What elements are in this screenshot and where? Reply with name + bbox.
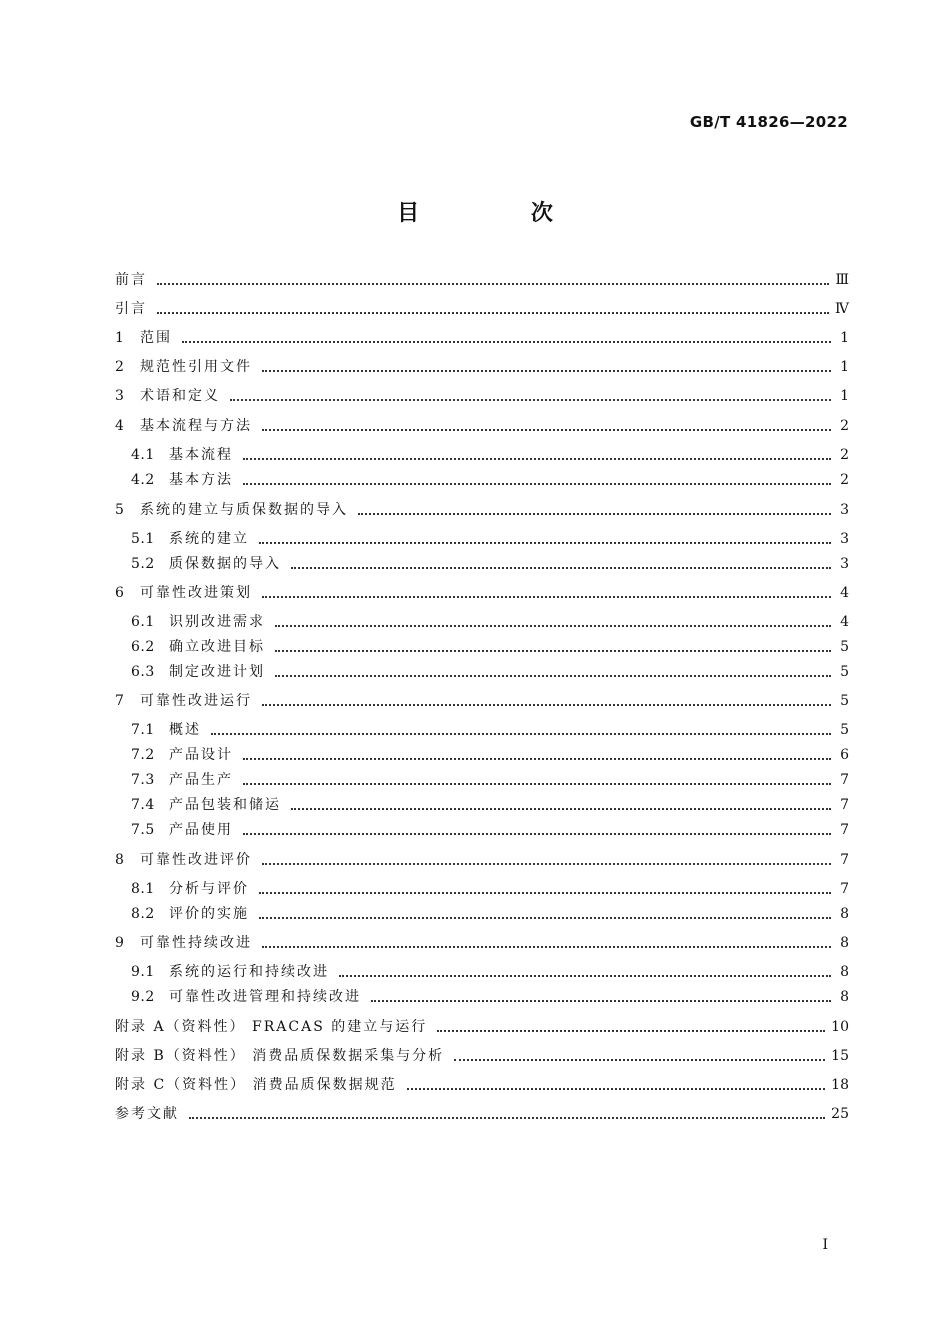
toc-entry-title: 质保数据的导入	[169, 556, 281, 572]
toc-leader-dots	[157, 273, 829, 285]
toc-entry-title: 产品设计	[169, 747, 233, 763]
toc-entry-title: 概述	[169, 722, 201, 738]
toc-entry[interactable]	[115, 583, 849, 603]
toc-entry-title: 前言	[115, 272, 147, 288]
toc-entry[interactable]	[115, 662, 849, 682]
toc-entry-page: 3	[840, 502, 849, 518]
toc-entry-page: 8	[840, 964, 849, 980]
toc-entry-number: 9.2	[131, 989, 155, 1005]
toc-entry-number: 9.1	[131, 964, 155, 980]
toc-entry[interactable]	[115, 820, 849, 840]
toc-entry[interactable]	[115, 470, 849, 490]
toc-leader-dots	[182, 331, 831, 343]
toc-leader-dots	[275, 665, 831, 677]
toc-leader-dots	[262, 419, 831, 431]
toc-leader-dots	[291, 798, 831, 810]
toc-entry-page: 7	[840, 881, 849, 897]
toc-leader-dots	[243, 748, 831, 760]
toc-leader-dots	[230, 389, 831, 401]
toc-leader-dots	[243, 473, 831, 485]
toc-entry-page: 7	[840, 797, 849, 813]
toc-entry-page: 1	[840, 330, 849, 346]
toc-entry[interactable]	[115, 720, 849, 740]
toc-entry-number: 5.1	[131, 531, 155, 547]
toc-entry-page: 6	[840, 747, 849, 763]
toc-entry-title: 可靠性改进运行	[140, 693, 252, 709]
toc-leader-dots	[262, 853, 831, 865]
toc-entry-page: 2	[840, 418, 849, 434]
standard-code: GB/T 41826—2022	[689, 113, 848, 131]
toc-leader-dots	[211, 723, 831, 735]
toc-entry-title: 范围	[140, 330, 172, 346]
toc-leader-dots	[275, 615, 831, 627]
toc-entry-page: 18	[831, 1077, 849, 1093]
toc-entry[interactable]	[115, 328, 849, 348]
toc-entry[interactable]	[115, 554, 849, 574]
toc-entry[interactable]	[115, 850, 849, 870]
toc-entry[interactable]	[115, 691, 849, 711]
toc-entry-page: 7	[840, 852, 849, 868]
toc-entry-title: 确立改进目标	[169, 639, 265, 655]
toc-entry-title: 产品使用	[169, 822, 233, 838]
toc-entry-page: 8	[840, 935, 849, 951]
toc-leader-dots	[262, 360, 831, 372]
toc-entry-title: 系统的建立	[169, 531, 249, 547]
toc-entry-page: Ⅳ	[835, 301, 849, 317]
toc-entry-title: 参考文献	[115, 1106, 179, 1122]
toc-entry-number: 6	[115, 585, 125, 601]
toc-entry[interactable]	[115, 1017, 849, 1037]
toc-leader-dots	[243, 823, 831, 835]
toc-entry-number: 4.1	[131, 447, 155, 463]
toc-entry-number: 5	[115, 502, 125, 518]
toc-entry[interactable]	[115, 445, 849, 465]
toc-entry-page: 1	[840, 388, 849, 404]
toc-entry-page: 5	[840, 693, 849, 709]
toc-entry[interactable]	[115, 904, 849, 924]
toc-entry[interactable]	[115, 795, 849, 815]
toc-entry-number: 7.2	[131, 747, 155, 763]
toc-entry-page: 10	[831, 1019, 849, 1035]
toc-entry[interactable]	[115, 529, 849, 549]
toc-entry-page: 3	[840, 531, 849, 547]
toc-entry-page: 2	[840, 472, 849, 488]
toc-leader-dots	[243, 448, 831, 460]
toc-leader-dots	[262, 936, 831, 948]
toc-entry[interactable]	[115, 299, 849, 319]
toc-leader-dots	[339, 965, 831, 977]
toc-entry-number: 7.5	[131, 822, 155, 838]
toc-entry-page: 7	[840, 772, 849, 788]
toc-entry-title: 产品生产	[169, 772, 233, 788]
toc-entry[interactable]	[115, 612, 849, 632]
toc-leader-dots	[358, 503, 831, 515]
toc-entry-page: 8	[840, 906, 849, 922]
toc-entry-title: 附录 A（资料性） FRACAS 的建立与运行	[115, 1019, 428, 1035]
toc-entry[interactable]	[115, 500, 849, 520]
toc-entry-title: 制定改进计划	[169, 664, 265, 680]
toc-entry-title: 产品包装和储运	[169, 797, 281, 813]
toc-entry-page: 2	[840, 447, 849, 463]
toc-entry-title: 识别改进需求	[169, 614, 265, 630]
toc-leader-dots	[275, 640, 831, 652]
toc-entry-title: 基本流程与方法	[140, 418, 252, 434]
toc-entry-number: 7.1	[131, 722, 155, 738]
toc-entry[interactable]	[115, 357, 849, 377]
toc-entry-number: 6.1	[131, 614, 155, 630]
footer-page-number: I	[822, 1237, 828, 1253]
toc-entry[interactable]	[115, 879, 849, 899]
toc-leader-dots	[259, 907, 831, 919]
toc-entry[interactable]	[115, 987, 849, 1007]
toc-leader-dots	[454, 1049, 825, 1061]
toc-entry-title: 系统的建立与质保数据的导入	[140, 502, 348, 518]
toc-entry-page: 5	[840, 664, 849, 680]
toc-entry-title: 可靠性改进评价	[140, 852, 252, 868]
toc-entry-page: 15	[831, 1048, 849, 1064]
toc-leader-dots	[189, 1107, 825, 1119]
toc-entry-title: 术语和定义	[140, 388, 220, 404]
toc-entry-title: 附录 B（资料性） 消费品质保数据采集与分析	[115, 1048, 445, 1064]
toc-entry-number: 6.2	[131, 639, 155, 655]
toc-entry[interactable]	[115, 386, 849, 406]
toc-entry[interactable]	[115, 933, 849, 953]
toc-leader-dots	[407, 1078, 826, 1090]
toc-leader-dots	[371, 990, 831, 1002]
toc-entry-page: 4	[840, 614, 849, 630]
toc-entry[interactable]	[115, 745, 849, 765]
toc-entry-page: 7	[840, 822, 849, 838]
toc-entry-number: 4	[115, 418, 125, 434]
toc-entry[interactable]	[115, 1046, 849, 1066]
toc-entry-title: 评价的实施	[169, 906, 249, 922]
toc-entry-title: 引言	[115, 301, 147, 317]
toc-entry-page: 8	[840, 989, 849, 1005]
toc-leader-dots	[259, 532, 831, 544]
toc-entry-title: 可靠性改进策划	[140, 585, 252, 601]
toc-entry-page: 5	[840, 639, 849, 655]
toc-entry-number: 1	[115, 330, 125, 346]
toc-entry[interactable]	[115, 1075, 849, 1095]
toc-entry-number: 2	[115, 359, 125, 375]
toc-entry-number: 5.2	[131, 556, 155, 572]
toc-entry-page: 4	[840, 585, 849, 601]
toc-entry-number: 3	[115, 388, 125, 404]
page-title: 目 次	[397, 200, 605, 226]
toc-entry-page: 25	[831, 1106, 849, 1122]
toc-entry-title: 附录 C（资料性） 消费品质保数据规范	[115, 1077, 397, 1093]
toc-entry-title: 系统的运行和持续改进	[169, 964, 329, 980]
toc-entry-title: 基本方法	[169, 472, 233, 488]
toc-entry-page: Ⅲ	[835, 272, 849, 288]
toc-entry-number: 4.2	[131, 472, 155, 488]
toc-entry-title: 可靠性持续改进	[140, 935, 252, 951]
toc-entry-number: 8.2	[131, 906, 155, 922]
toc-entry[interactable]	[115, 962, 849, 982]
toc-entry-page: 3	[840, 556, 849, 572]
toc-entry-title: 可靠性改进管理和持续改进	[169, 989, 361, 1005]
toc-entry[interactable]	[115, 270, 849, 290]
toc-entry-number: 7.4	[131, 797, 155, 813]
toc-entry[interactable]	[115, 637, 849, 657]
toc-entry-title: 规范性引用文件	[140, 359, 252, 375]
toc-leader-dots	[243, 773, 831, 785]
toc-entry-title: 分析与评价	[169, 881, 249, 897]
toc-entry-page: 1	[840, 359, 849, 375]
toc-entry[interactable]	[115, 1104, 849, 1124]
toc-leader-dots	[262, 694, 831, 706]
toc-leader-dots	[291, 557, 831, 569]
toc-entry-number: 8	[115, 852, 125, 868]
toc-entry-number: 9	[115, 935, 125, 951]
toc-entry-title: 基本流程	[169, 447, 233, 463]
toc-entry-number: 7	[115, 693, 125, 709]
toc-entry-number: 8.1	[131, 881, 155, 897]
toc-entry[interactable]	[115, 770, 849, 790]
toc-leader-dots	[259, 882, 831, 894]
toc-entry-page: 5	[840, 722, 849, 738]
toc-entry[interactable]	[115, 416, 849, 436]
toc-entry-number: 7.3	[131, 772, 155, 788]
toc-leader-dots	[437, 1020, 825, 1032]
toc-entry-number: 6.3	[131, 664, 155, 680]
toc-leader-dots	[262, 586, 831, 598]
toc-leader-dots	[157, 302, 829, 314]
